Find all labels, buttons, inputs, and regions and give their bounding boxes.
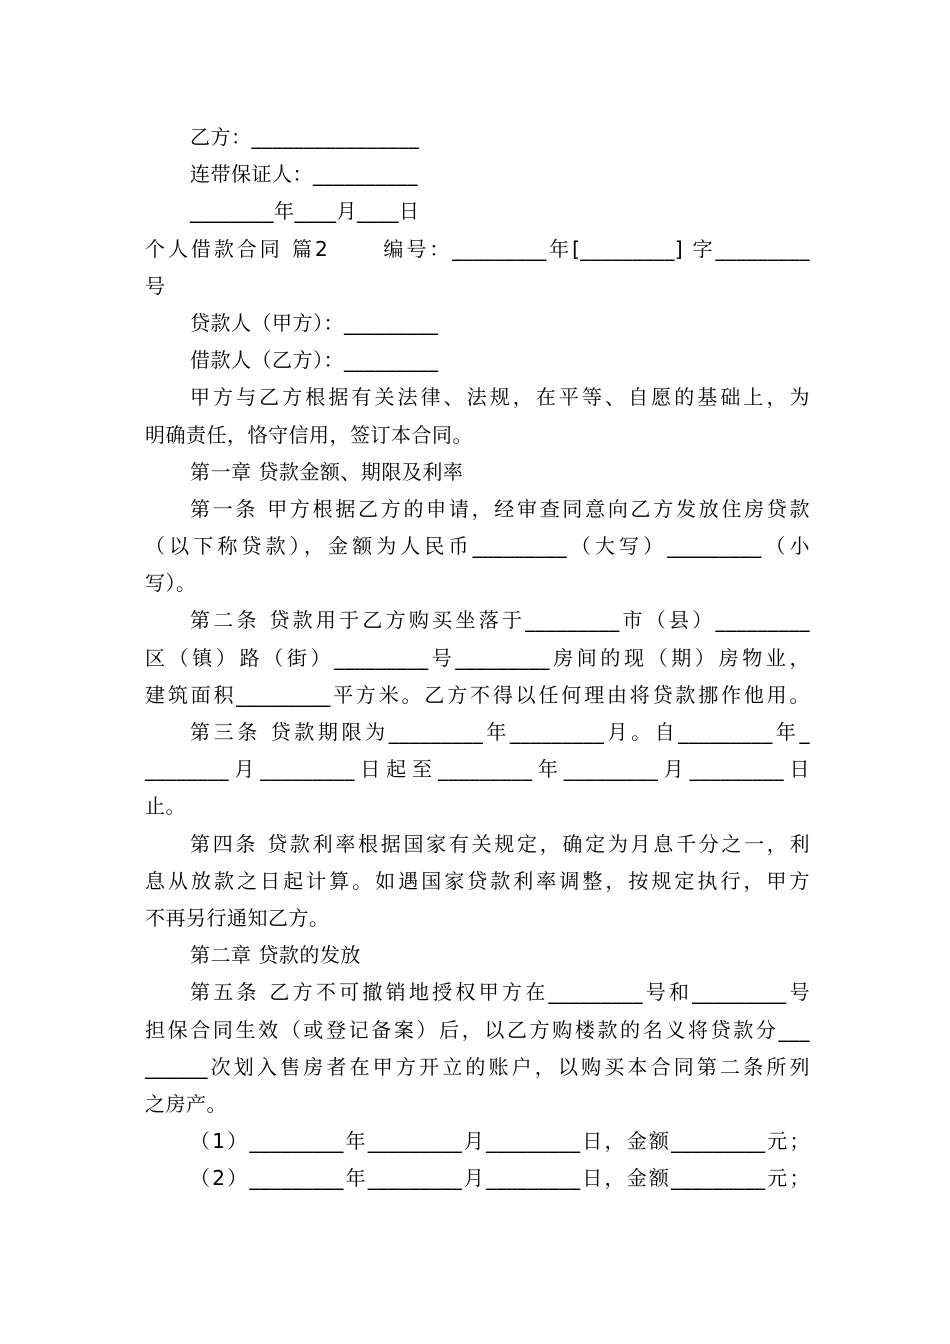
article-1-line-2: （以下称贷款），金额为人民币_________（大写）_________（小 [145,534,810,558]
article-4-line-2: 息从放款之日起计算。如遇国家贷款利率调整，按规定执行，甲方 [145,869,810,893]
article-3-line-1: 第三条 贷款期限为_________年_________月。自_________年_ [190,720,810,744]
article-5-line-4: 之房产。 [145,1092,227,1116]
chapter-1-heading: 第一章 贷款金额、期限及利率 [190,460,464,484]
disbursement-item-1: （1）_________年_________月_________日，金额_________元； [190,1129,810,1153]
article-4-line-3: 不再另行通知乙方。 [145,906,330,930]
article-5-line-2: 担保合同生效（或登记备案）后，以乙方购楼款的名义将贷款分___ [145,1018,810,1042]
chapter-2-heading: 第二章 贷款的发放 [190,943,361,967]
contract-number-suffix: 号 [145,274,166,298]
preamble-line-2: 明确责任，恪守信用，签订本合同。 [145,423,473,447]
article-2-line-2: 区（镇）路（街）_________号_________房间的现（期）房物业， [145,646,810,670]
article-3-line-3: 止。 [145,794,186,818]
article-4-line-1: 第四条 贷款利率根据国家有关规定，确定为月息千分之一，利 [190,832,810,856]
article-1-line-3: 写）。 [145,571,197,595]
signing-date-line: ________年____月____日 [190,199,420,223]
guarantor-signature-line: 连带保证人：__________ [190,162,418,186]
lender-line: 贷款人（甲方）：_________ [190,311,439,335]
disbursement-item-2: （2）_________年_________月_________日，金额_________元； [190,1166,810,1190]
article-1-line-1: 第一条 甲方根据乙方的申请，经审查同意向乙方发放住房贷款 [190,497,810,521]
article-2-line-1: 第二条 贷款用于乙方购买坐落于_________市（县）_________ [190,608,810,632]
article-5-line-1: 第五条 乙方不可撤销地授权甲方在_________号和_________号 [190,980,810,1004]
contract-title-line: 个人借款合同 篇2 编号：_________年[_________] 字_________ [145,237,810,261]
article-2-line-3: 建筑面积_________平方米。乙方不得以任何理由将贷款挪作他用。 [145,683,810,707]
party-b-signature-line: 乙方：________________ [190,125,420,149]
borrower-line: 借款人（乙方）：_________ [190,348,439,372]
article-5-line-3: ______次划入售房者在甲方开立的账户，以购买本合同第二条所列 [145,1055,810,1079]
preamble-line-1: 甲方与乙方根据有关法律、法规，在平等、自愿的基础上，为 [190,385,810,409]
article-3-line-2: ________月_________日起至_________年_________月_________日 [145,757,810,781]
